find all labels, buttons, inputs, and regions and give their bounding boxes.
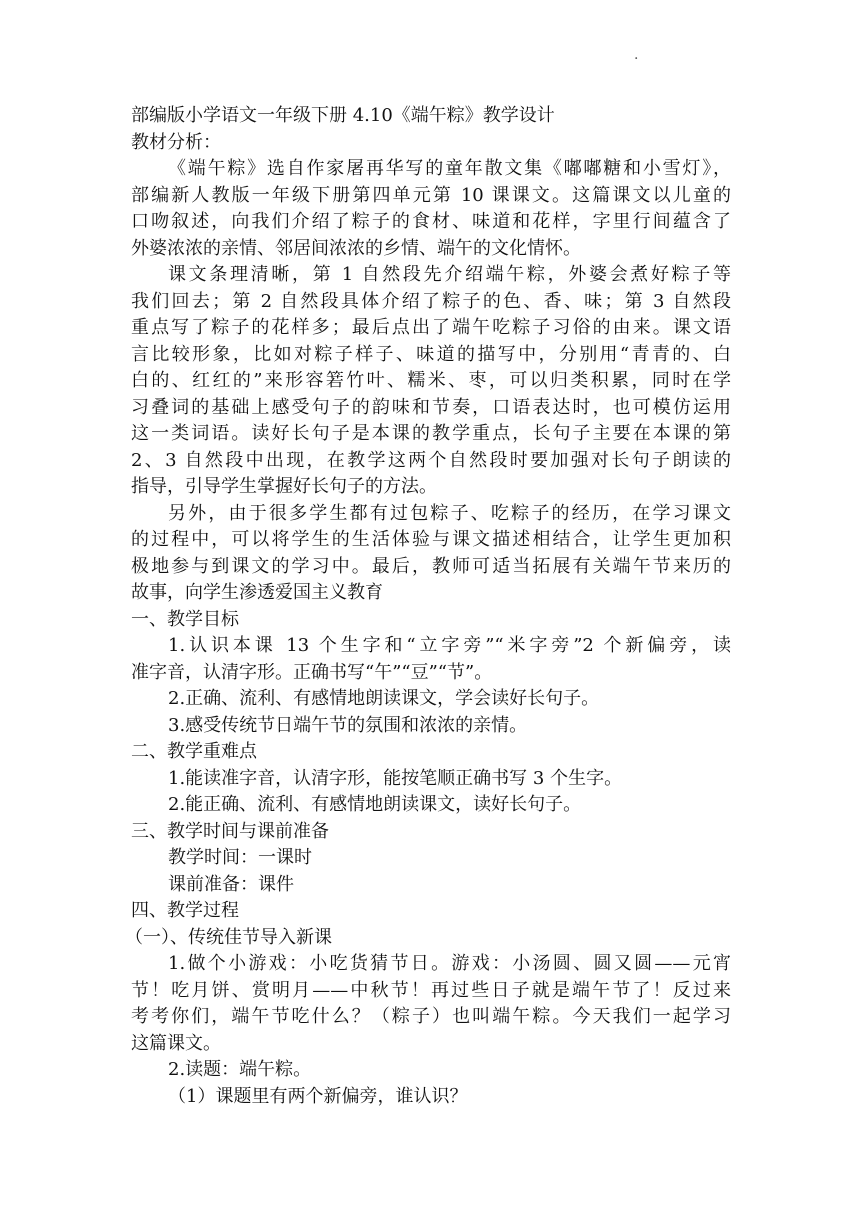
corner-mark: · — [634, 51, 639, 67]
analysis-p2-line: 课文条理清晰，第 1 自然段先介绍端午粽，外婆会煮好粽子等 — [168, 264, 731, 285]
analysis-p3-line: 的过程中，可以将学生的生活体验与课文描述相结合，让学生更加积 — [131, 529, 731, 550]
analysis-p2-line: 2、3 自然段中出现，在教学这两个自然段时要加强对长句子朗读的 — [131, 449, 731, 471]
teaching-time: 教学时间：一课时 — [168, 847, 312, 868]
document-body — [125, 103, 731, 1110]
analysis-p2-line: 习叠词的基础上感受句子的韵味和节奏，口语表达时，也可模仿运用 — [131, 396, 731, 418]
analysis-p2-line: 我们回去；第 2 自然段具体介绍了粽子的色、香、味；第 3 自然段 — [131, 290, 731, 312]
key-point-1: 1.能读准字音，认清字形，能按笔顺正确书写 3 个生字。 — [168, 767, 623, 789]
analysis-p3-line: 故事，向学生渗透爱国主义教育 — [131, 582, 383, 603]
analysis-p2-line: 这一类词语。读好长句子是本课的教学重点，长句子主要在本课的第 — [131, 423, 731, 444]
analysis-p1-line: 口吻叙述，向我们介绍了粽子的食材、味道和花样，字里行间蕴含了 — [131, 211, 731, 232]
section-heading-key-points: 二、教学重难点 — [131, 741, 257, 762]
section-heading-goals: 一、教学目标 — [131, 608, 239, 630]
analysis-p2-line: 言比较形象，比如对粽子样子、味道的描写中，分别用“青青的、白 — [131, 343, 731, 365]
analysis-p3-line: 极地参与到课文的学习中。最后，教师可适当拓展有关端午节来历的 — [131, 555, 731, 577]
goal-item-1: 1.认识本课 13 个生字和“立字旁”“米字旁”2 个新偏旁，读 — [168, 635, 731, 656]
analysis-p1-line: 部编新人教版一年级下册第四单元第 10 课课文。这篇课文以儿童的 — [131, 184, 731, 206]
section-heading-time-prep: 三、教学时间与课前准备 — [131, 820, 329, 842]
step1-p1-line: 1.做个小游戏：小吃货猜节日。游戏：小汤圆、圆又圆——元宵 — [168, 953, 731, 974]
key-point-2: 2.能正确、流利、有感情地朗读课文，读好长句子。 — [168, 794, 582, 815]
step1-p1-line: 节！吃月饼、赏明月——中秋节！再过些日子就是端午节了！反过来 — [131, 979, 731, 1001]
step1-question-1: （1）课题里有两个新偏旁，谁认识？ — [168, 1085, 468, 1107]
step1-p1-line: 考考你们，端午节吃什么？（粽子）也叫端午粽。今天我们一起学习 — [131, 1006, 731, 1027]
section-heading-analysis: 教材分析： — [131, 131, 221, 153]
goal-item-1-cont: 准字音，认清字形。正确书写“午”“豆”“节”。 — [131, 661, 493, 683]
lesson-prep: 课前准备：课件 — [168, 873, 294, 895]
analysis-p2-line: 重点写了粽子的花样多；最后点出了端午吃粽子习俗的由来。课文语 — [131, 317, 731, 338]
analysis-p1-line: 《端午粽》选自作家屠再华写的童年散文集《嘟嘟糖和小雪灯》， — [168, 158, 731, 179]
goal-item-3: 3.感受传统节日端午节的氛围和浓浓的亲情。 — [168, 714, 528, 736]
step1-p2: 2.读题：端午粽。 — [168, 1059, 312, 1080]
step-heading-1: （一）、传统佳节导入新课 — [125, 926, 332, 948]
analysis-p1-line: 外婆浓浓的亲情、邻居间浓浓的乡情、端午的文化情怀。 — [131, 237, 581, 259]
document-title: 部编版小学语文一年级下册 4.10《端午粽》教学设计 — [131, 105, 555, 126]
analysis-p2-line: 指导，引导学生掌握好长句子的方法。 — [131, 476, 437, 497]
step1-p1-line: 这篇课文。 — [131, 1032, 221, 1054]
goal-item-2: 2.正确、流利、有感情地朗读课文，学会读好长句子。 — [168, 688, 600, 709]
analysis-p3-line: 另外，由于很多学生都有过包粽子、吃粽子的经历，在学习课文 — [168, 502, 731, 524]
section-heading-process: 四、教学过程 — [131, 900, 239, 921]
analysis-p2-line: 白的、红红的”来形容箬竹叶、糯米、枣，可以归类积累，同时在学 — [131, 370, 731, 391]
